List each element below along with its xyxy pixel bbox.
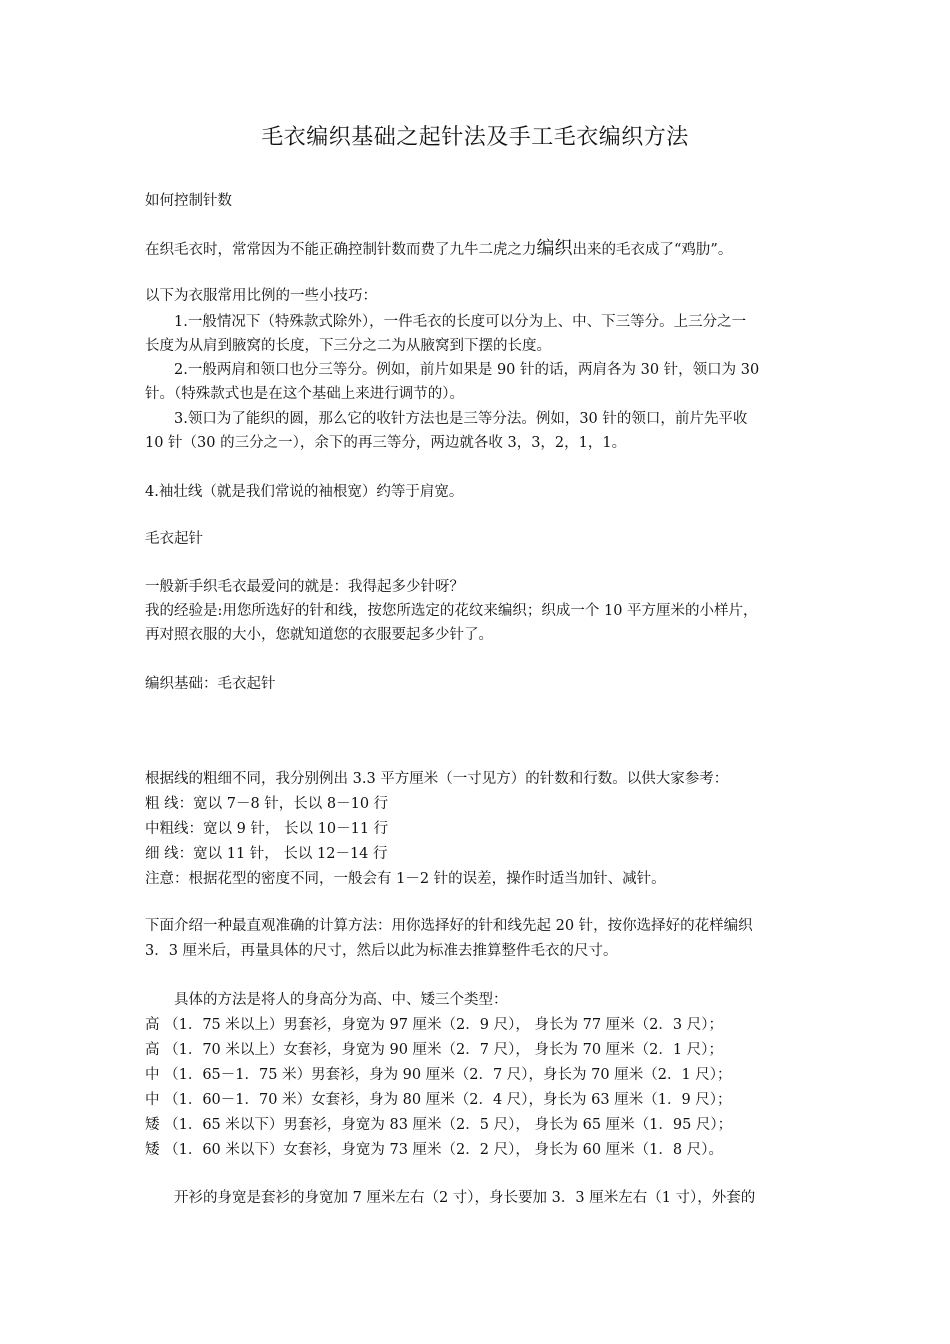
cast-on-answer-line-1: 我的经验是:用您所选好的针和线，按您所选定的花纹来编织；织成一个 10 平方厘米的小样片， (145, 603, 758, 619)
intro-text-b: 出来的毛衣成了“鸡肋”。 (572, 242, 733, 258)
tip-3-line-2: 10 针（30 的三分之一），余下的再三等分，两边就各收 3，3，2，1，1。 (145, 435, 627, 451)
tip-2-line-1: 2.一般两肩和领口也分三等分。例如，前片如果是 90 针的话，两肩各为 30 针，领口为 30 (174, 362, 760, 378)
yarn-note: 注意：根据花型的密度不同，一般会有 1－2 针的误差，操作时适当加针、减针。 (145, 871, 666, 887)
size-row-5: 矮 （1．65 米以下）男套衫，身宽为 83 厘米（2．5 尺）， 身长为 65 厘米（1．95 尺）； (145, 1117, 733, 1133)
size-row-1: 高 （1．75 米以上）男套衫，身宽为 97 厘米（2．9 尺）， 身长为 77 厘米（2．3 尺）； (145, 1017, 723, 1033)
yarn-medium: 中粗线：宽以 9 针， 长以 10－11 行 (145, 821, 389, 837)
cast-on-answer-line-2: 再对照衣服的大小，您就知道您的衣服要起多少针了。 (145, 627, 493, 643)
yarn-intro: 根据线的粗细不同，我分别例出 3.3 平方厘米（一寸见方）的针数和行数。以供大家参考： (145, 771, 729, 787)
tip-3-line-1: 3.领口为了能织的圆，那么它的收针方法也是三等分法。例如，30 针的领口，前片先平收 (174, 411, 748, 427)
tip-2-line-2: 针。（特殊款式也是在这个基础上来进行调节的）。 (145, 386, 464, 402)
tip-1-line-1: 1.一般情况下（特殊款式除外），一件毛衣的长度可以分为上、中、下三等分。上三分之一 (174, 314, 747, 330)
size-row-3: 中 （1．65－1．75 米）男套衫，身为 90 厘米（2．7 尺），身长为 70 厘米（2．1 尺）； (145, 1067, 732, 1083)
cardigan-line: 开衫的身宽是套衫的身宽加 7 厘米左右（2 寸），身长要加 3．3 厘米左右（1 寸），外套的 (174, 1190, 756, 1206)
section-heading-stitch-control: 如何控制针数 (145, 193, 232, 209)
size-row-6: 矮 （1．60 米以下）女套衫，身宽为 73 厘米（2．2 尺）， 身长为 60 厘米（1．8 尺）。 (145, 1142, 723, 1158)
yarn-thin: 细 线：宽以 11 针， 长以 12－14 行 (145, 846, 388, 862)
types-intro: 具体的方法是将人的身高分为高、中、矮三个类型： (174, 992, 508, 1008)
tips-heading: 以下为衣服常用比例的一些小技巧： (145, 288, 377, 304)
section-heading-cast-on: 毛衣起针 (145, 531, 203, 547)
cast-on-question: 一般新手织毛衣最爱问的就是：我得起多少针呀？ (145, 579, 464, 595)
yarn-thick: 粗 线：宽以 7－8 针，长以 8－10 行 (145, 796, 389, 812)
tip-1-line-2: 长度为从肩到腋窝的长度，下三分之二为从腋窝到下摆的长度。 (145, 338, 551, 354)
section-heading-basics: 编织基础：毛衣起针 (145, 676, 276, 692)
method-line-1: 下面介绍一种最直观准确的计算方法：用你选择好的针和线先起 20 针，按你选择好的花样编织 (145, 918, 753, 934)
intro-text-a: 在织毛衣时，常常因为不能正确控制针数而费了九牛二虎之力 (145, 242, 537, 258)
intro-paragraph (145, 237, 815, 262)
size-row-4: 中 （1．60－1．70 米）女套衫，身为 80 厘米（2．4 尺），身长为 63 厘米（1．9 尺）； (145, 1092, 732, 1108)
tip-4: 4.袖壮线（就是我们常说的袖根宽）约等于肩宽。 (145, 484, 464, 500)
intro-text-emphasis: 编织 (536, 238, 573, 259)
size-row-2: 高 （1．70 米以上）女套衫，身宽为 90 厘米（2．7 尺）， 身长为 70 厘米（2．1 尺）； (145, 1042, 723, 1058)
method-line-2: 3．3 厘米后，再量具体的尺寸，然后以此为标准去推算整件毛衣的尺寸。 (145, 943, 618, 959)
page-title: 毛衣编织基础之起针法及手工毛衣编织方法 (261, 125, 689, 150)
